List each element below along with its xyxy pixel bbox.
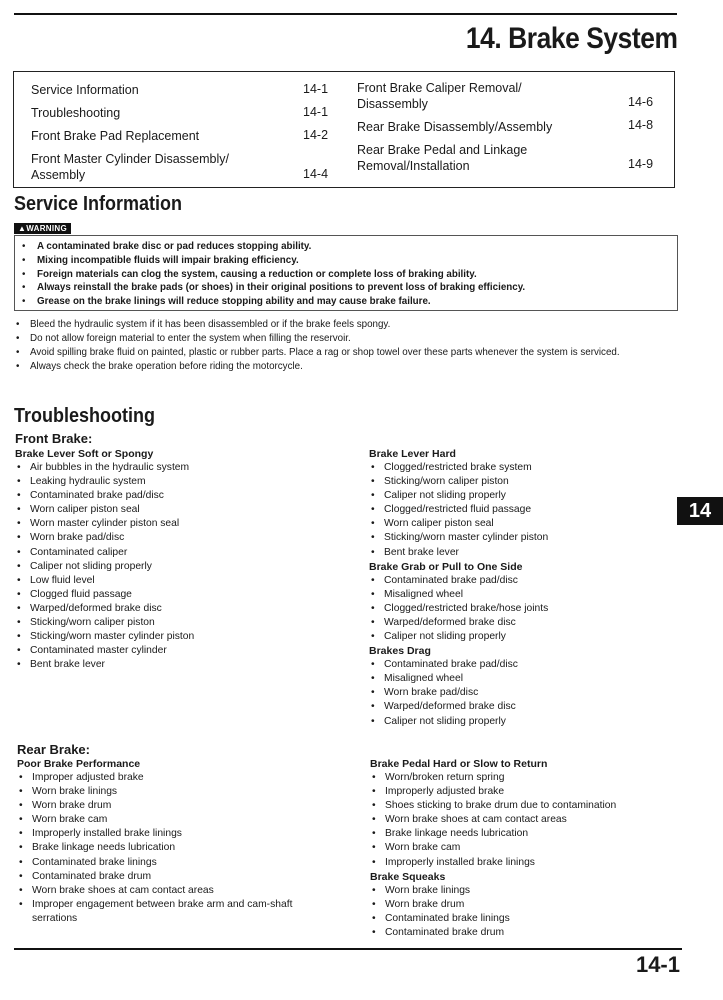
cause-item: • Clogged/restricted fluid passage (369, 503, 669, 517)
cause-item: • Sticking/worn caliper piston (369, 475, 669, 489)
cause-item: • Bent brake lever (15, 658, 345, 672)
warning-item: • Grease on the brake linings will reduce stopping ability and may cause brake failure. (22, 295, 525, 309)
cause-item: • Improper adjusted brake (17, 771, 337, 785)
toc-page: 14-2 (303, 128, 329, 142)
group-title: Brake Lever Soft or Spongy (15, 448, 154, 460)
cause-item: • Caliper not sliding properly (369, 630, 669, 644)
toc-item[interactable]: Front Brake Pad Replacement (31, 129, 200, 143)
toc-item[interactable]: Service Information (31, 83, 139, 97)
cause-item: • Contaminated brake drum (370, 926, 680, 940)
toc-page: 14-6 (628, 95, 654, 109)
toc-page: 14-9 (628, 157, 654, 171)
toc-page: 14-1 (303, 82, 329, 96)
toc-item[interactable]: Rear Brake Pedal and Linkage Removal/Installation (357, 143, 528, 173)
warning-item: • Always reinstall the brake pads (or shoes) in their original positions to prevent loss of braking efficiency. (22, 281, 525, 295)
toc-item[interactable]: Front Master Cylinder Disassembly/ Assembly (31, 152, 229, 182)
cause-item: • Leaking hydraulic system (15, 475, 345, 489)
cause-item: • Sticking/worn master cylinder piston (15, 630, 345, 644)
cause-item: • Worn/broken return spring (370, 771, 680, 785)
cause-list (15, 461, 345, 672)
cause-item: • Brake linkage needs lubrication (370, 827, 680, 841)
cause-list (369, 461, 669, 560)
cause-item: • Caliper not sliding properly (369, 489, 669, 503)
cause-item: • Improper engagement between brake arm and cam-shaft serrations (17, 898, 332, 926)
rear-left-column (17, 757, 337, 926)
warning-item: • Mixing incompatible fluids will impair braking efficiency. (22, 254, 525, 268)
cause-item: • Clogged fluid passage (15, 588, 345, 602)
cause-item: • Worn brake drum (370, 898, 680, 912)
cause-item: • Sticking/worn master cylinder piston (369, 531, 669, 545)
cause-list (17, 771, 337, 926)
cause-item: • Contaminated brake linings (370, 912, 680, 926)
cause-item: • Worn caliper piston seal (15, 503, 345, 517)
service-note: • Do not allow foreign material to enter the system when filling the reservoir. (16, 332, 680, 346)
cause-item: • Bent brake lever (369, 546, 669, 560)
section-title-troubleshooting: Troubleshooting (14, 405, 155, 427)
cause-item: • Clogged/restricted brake/hose joints (369, 602, 669, 616)
chapter-title: 14. Brake System (465, 22, 677, 55)
warning-list (22, 240, 525, 309)
cause-item: • Contaminated brake linings (17, 856, 337, 870)
service-note: • Always check the brake operation before riding the motorcycle. (16, 360, 680, 374)
cause-item: • Contaminated brake pad/disc (15, 489, 345, 503)
cause-item: • Low fluid level (15, 574, 345, 588)
cause-item: • Clogged/restricted brake system (369, 461, 669, 475)
service-notes-list (16, 318, 680, 374)
cause-item: • Worn brake pad/disc (369, 686, 669, 700)
cause-item: • Worn brake drum (17, 799, 337, 813)
cause-item: • Brake linkage needs lubrication (17, 841, 337, 855)
section-title-service-information: Service Information (14, 193, 183, 215)
cause-item: • Worn master cylinder piston seal (15, 517, 345, 531)
front-right-column (369, 447, 669, 729)
cause-item: • Warped/deformed brake disc (369, 616, 669, 630)
cause-list (370, 771, 680, 870)
rear-right-column (370, 757, 680, 940)
cause-list (369, 574, 669, 644)
cause-item: • Worn caliper piston seal (369, 517, 669, 531)
warning-item: • Foreign materials can clog the system, causing a reduction or complete loss of braking ability. (22, 268, 525, 282)
front-brake-heading: Front Brake: (15, 431, 93, 446)
toc-page: 14-1 (303, 105, 329, 119)
toc-page: 14-8 (628, 118, 654, 132)
cause-item: • Warped/deformed brake disc (369, 700, 669, 714)
group-title: Brake Pedal Hard or Slow to Return (370, 758, 548, 770)
cause-item: • Worn brake linings (370, 884, 680, 898)
cause-list (370, 884, 680, 940)
cause-item: • Contaminated brake pad/disc (369, 574, 669, 588)
toc-item[interactable]: Rear Brake Disassembly/Assembly (357, 120, 553, 134)
cause-item: • Caliper not sliding properly (15, 560, 345, 574)
front-left-column (15, 447, 345, 672)
cause-item: • Improperly adjusted brake (370, 785, 680, 799)
cause-item: • Contaminated caliper (15, 546, 345, 560)
warning-label: ▲WARNING (14, 223, 71, 234)
group-title: Brake Lever Hard (369, 448, 456, 460)
cause-item: • Improperly installed brake linings (17, 827, 337, 841)
warning-label-text: WARNING (26, 224, 67, 233)
cause-item: • Misaligned wheel (369, 588, 669, 602)
service-note: • Avoid spilling brake fluid on painted, plastic or rubber parts. Place a rag or shop towel over these parts whenever the system is serviced. (16, 346, 680, 360)
cause-item: • Worn brake cam (17, 813, 337, 827)
rear-brake-heading: Rear Brake: (17, 742, 90, 757)
cause-item: • Contaminated brake drum (17, 870, 337, 884)
toc-page: 14-4 (303, 167, 329, 181)
group-title: Brake Squeaks (370, 870, 446, 883)
cause-item: • Sticking/worn caliper piston (15, 616, 345, 630)
group-title: Poor Brake Performance (17, 758, 141, 770)
cause-item: • Worn brake pad/disc (15, 531, 345, 545)
cause-item: • Shoes sticking to brake drum due to contamination (370, 799, 680, 813)
cause-item: • Misaligned wheel (369, 672, 669, 686)
cause-item: • Contaminated brake pad/disc (369, 658, 669, 672)
cause-item: • Warped/deformed brake disc (15, 602, 345, 616)
cause-item: • Worn brake shoes at cam contact areas (370, 813, 680, 827)
cause-item: • Worn brake shoes at cam contact areas (17, 884, 337, 898)
page-number: 14-1 (635, 952, 680, 977)
bottom-rule (14, 948, 682, 950)
cause-item: • Contaminated master cylinder (15, 644, 345, 658)
cause-item: • Worn brake linings (17, 785, 337, 799)
group-title: Brake Grab or Pull to One Side (369, 560, 523, 573)
service-note: • Bleed the hydraulic system if it has been disassembled or if the brake feels spongy. (16, 318, 680, 332)
cause-item: • Improperly installed brake linings (370, 856, 680, 870)
cause-list (369, 658, 669, 728)
toc-item[interactable]: Front Brake Caliper Removal/ Disassembly (357, 81, 522, 111)
warning-item: • A contaminated brake disc or pad reduces stopping ability. (22, 240, 525, 254)
cause-item: • Worn brake cam (370, 841, 680, 855)
cause-item: • Air bubbles in the hydraulic system (15, 461, 345, 475)
chapter-tab[interactable]: 14 (677, 497, 723, 525)
toc-item[interactable]: Troubleshooting (31, 106, 121, 120)
cause-item: • Caliper not sliding properly (369, 715, 669, 729)
group-title: Brakes Drag (369, 645, 431, 658)
top-rule (14, 13, 677, 15)
